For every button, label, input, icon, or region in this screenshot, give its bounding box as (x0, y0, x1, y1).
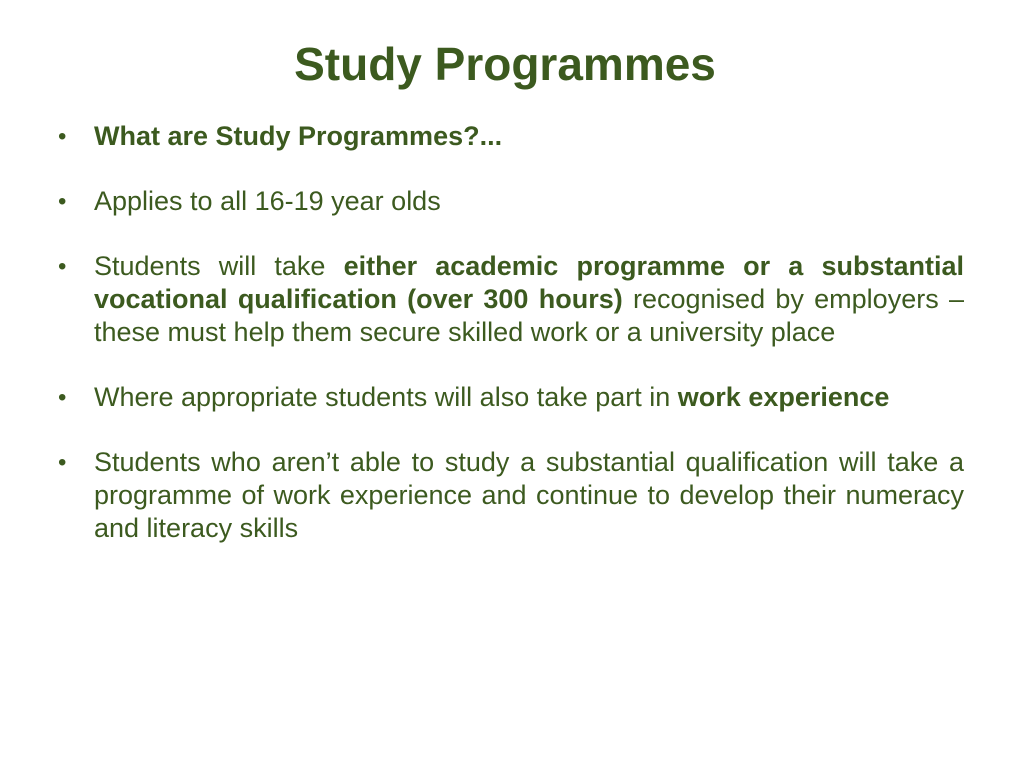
bullet-list (58, 120, 964, 545)
bullet-text: recognised by employers – these must help them secure skilled work or a university place (94, 284, 964, 347)
bullet-dot-icon: • (58, 253, 67, 280)
bullet-item-applies (58, 185, 964, 218)
slide-title: Study Programmes (294, 38, 716, 90)
bullet-dot-icon: • (58, 123, 67, 150)
bullet-text: What are Study Programmes?... (94, 121, 503, 151)
bullet-dot-icon: • (58, 188, 67, 215)
bullet-text: Students who aren’t able to study a substantial qualification will take a programme of work experience and continue to develop their numeracy and literacy skills (94, 447, 964, 543)
bullet-text-emphasis: either academic programme or a substantial vocational qualification (over 300 hours) (94, 251, 965, 314)
bullet-dot-icon: • (58, 384, 67, 411)
bullet-text-emphasis: work experience (677, 382, 890, 412)
bullet-item-students-unable (58, 446, 964, 545)
bullet-text: Applies to all 16-19 year olds (94, 186, 441, 216)
bullet-text: Students will take (94, 251, 344, 281)
bullet-text: Where appropriate students will also take part in (94, 382, 678, 412)
bullet-item-work-experience (58, 381, 964, 414)
bullet-item-students-take (58, 250, 964, 349)
bullet-item-what-are (58, 120, 964, 153)
bullet-dot-icon: • (58, 449, 67, 476)
